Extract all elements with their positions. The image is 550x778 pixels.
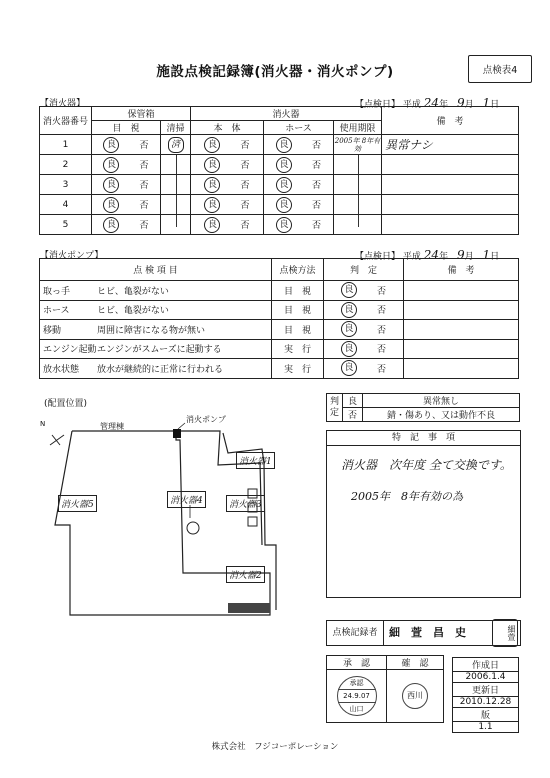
square-marker — [248, 517, 257, 526]
date-day: 1 — [482, 96, 491, 110]
good-circled: 良 — [341, 282, 357, 298]
judge-cell — [191, 155, 264, 175]
continue-line — [358, 195, 359, 214]
item-name: 取っ手 — [43, 286, 71, 297]
col-box-header: 保管箱 — [92, 107, 191, 121]
remarks-cell — [404, 320, 519, 340]
table-row — [40, 359, 519, 379]
pump-table — [39, 258, 519, 379]
good-circled: 良 — [341, 302, 357, 318]
date-day: 1 — [482, 248, 491, 262]
date-month: 9 — [456, 96, 465, 110]
bad-label: 否 — [376, 345, 386, 356]
legend-bad-desc: 錆・傷あり、又は動作不良 — [363, 408, 520, 422]
good-circled: 良 — [103, 157, 119, 173]
period-cell — [334, 135, 382, 155]
item-cell — [40, 300, 272, 320]
stamp-top: 承認 — [349, 679, 364, 687]
item-cell — [40, 281, 272, 301]
judge-cell — [264, 155, 334, 175]
good-circled: 良 — [276, 177, 292, 193]
clean-cell — [161, 155, 191, 175]
good-circled: 良 — [341, 321, 357, 337]
bad-label: 否 — [311, 181, 321, 191]
recorder-seal: 細萱 — [492, 619, 518, 647]
bad-label: 否 — [376, 325, 386, 336]
judge-cell — [191, 175, 264, 195]
bad-label: 否 — [139, 201, 149, 211]
remarks-cell — [404, 359, 519, 379]
clean-cell — [161, 215, 191, 235]
recorder-box — [326, 620, 521, 646]
row-number: 3 — [40, 175, 92, 195]
pump-label: 消火ポンプ — [186, 415, 226, 424]
notes-title: 特 記 事 項 — [327, 431, 520, 446]
date-era: 平成 — [402, 100, 421, 110]
table-row — [40, 215, 519, 235]
remarks-cell — [382, 175, 519, 195]
method-cell: 実 行 — [272, 339, 324, 359]
judge-cell — [324, 300, 404, 320]
continue-line — [176, 175, 177, 194]
legend-judge-top: 判 — [329, 396, 339, 407]
clean-cell — [161, 135, 191, 155]
col-items-header: 点 検 項 目 — [40, 259, 272, 281]
table-row — [40, 135, 519, 155]
judge-cell — [264, 195, 334, 215]
good-circled: 良 — [204, 177, 220, 193]
bad-label: 否 — [240, 201, 250, 211]
building-label: 管理棟 — [100, 422, 124, 431]
bad-label: 否 — [139, 141, 149, 151]
form-number: 点検表4 — [482, 65, 518, 76]
extinguisher-table — [39, 106, 519, 235]
remarks-cell — [404, 339, 519, 359]
bad-label: 否 — [240, 181, 250, 191]
north-arrow-icon — [50, 435, 64, 445]
good-circled: 良 — [341, 360, 357, 376]
north-label: N — [40, 420, 46, 428]
table-row — [40, 195, 519, 215]
approve-stamp-cell — [327, 670, 387, 723]
legend-table — [326, 393, 520, 422]
bad-label: 否 — [376, 286, 386, 297]
continue-line — [176, 215, 177, 227]
recorder-name: 細 萱 昌 史 — [389, 626, 466, 639]
good-circled: 良 — [276, 137, 292, 153]
bad-label: 否 — [376, 364, 386, 375]
judge-cell — [191, 135, 264, 155]
recorder-label: 点検記録者 — [327, 621, 384, 645]
judge-cell — [92, 175, 161, 195]
good-circled: 良 — [276, 157, 292, 173]
circle-marker — [187, 522, 199, 534]
version: 1.1 — [453, 722, 519, 733]
legend-good-desc: 異常無し — [363, 394, 520, 408]
remarks-cell — [382, 195, 519, 215]
table-row — [40, 175, 519, 195]
continue-line — [358, 175, 359, 194]
date-month-suffix: 月 — [464, 100, 474, 110]
date-month: 9 — [456, 248, 465, 262]
date-month-suffix: 月 — [464, 252, 474, 262]
meta-table — [452, 657, 519, 733]
judge-cell — [264, 175, 334, 195]
col-number-header: 消火器番号 — [40, 107, 92, 135]
item-detail: 周囲に障害になる物が無い — [97, 325, 206, 336]
table-row — [40, 155, 519, 175]
judge-cell — [324, 320, 404, 340]
judge-cell — [264, 215, 334, 235]
date-label: 【点検日】 — [355, 252, 401, 262]
judge-cell — [92, 135, 161, 155]
method-cell: 目 視 — [272, 320, 324, 340]
created-label: 作成日 — [453, 658, 519, 672]
remarks-cell — [382, 135, 519, 155]
good-circled: 良 — [103, 177, 119, 193]
judge-cell — [264, 135, 334, 155]
confirm-stamp-cell — [387, 670, 444, 723]
date-year-suffix: 年 — [439, 100, 449, 110]
ext5-label: 消火器5 — [58, 495, 97, 512]
continue-line — [358, 155, 359, 174]
clean-cell — [161, 195, 191, 215]
good-circled: 良 — [103, 137, 119, 153]
item-detail: 放水が継続的に正常に行われる — [97, 364, 224, 375]
stamp-date: 24.9.07 — [338, 689, 376, 703]
bad-label: 否 — [139, 221, 149, 231]
version-label: 版 — [453, 708, 519, 722]
table-row — [40, 320, 519, 340]
notes-line2: 2005年 8年有効の為 — [351, 490, 463, 503]
col-hose-header: ホース — [264, 121, 334, 135]
approve-stamp — [337, 676, 377, 716]
col-remarks-header: 備 考 — [382, 107, 519, 135]
item-cell — [40, 320, 272, 340]
method-cell: 目 視 — [272, 300, 324, 320]
bad-label: 否 — [240, 141, 250, 151]
item-detail: エンジンがスムーズに起動する — [97, 345, 222, 356]
judge-cell — [324, 281, 404, 301]
item-cell — [40, 339, 272, 359]
bad-label: 否 — [311, 141, 321, 151]
layout-label: (配置位置) — [44, 399, 88, 409]
continue-line — [176, 195, 177, 214]
judge-cell — [92, 215, 161, 235]
legend-judge-bottom: 定 — [329, 407, 339, 418]
good-circled: 良 — [276, 217, 292, 233]
period-cell — [334, 195, 382, 215]
good-circled: 良 — [204, 157, 220, 173]
remarks-note: 異常ナシ — [385, 138, 433, 152]
method-cell: 目 視 — [272, 281, 324, 301]
form-number-box — [468, 55, 532, 83]
pump-section-label: 【消火ポンプ】 — [40, 251, 104, 261]
updated-date: 2010.12.28 — [453, 697, 519, 708]
bad-label: 否 — [240, 161, 250, 171]
good-circled: 良 — [276, 197, 292, 213]
remarks-cell — [382, 155, 519, 175]
bad-label: 否 — [240, 221, 250, 231]
pump-leader — [178, 423, 185, 429]
col-period-header: 使用期限 — [334, 121, 382, 135]
bad-label: 否 — [139, 181, 149, 191]
item-detail: ヒビ、亀裂がない — [97, 286, 169, 297]
good-circled: 良 — [103, 217, 119, 233]
page-title: 施設点検記録簿(消火器・消火ポンプ) — [156, 64, 394, 80]
confirm-seal: 西川 — [402, 683, 428, 709]
bad-label: 否 — [311, 161, 321, 171]
col-clean-header: 清掃 — [161, 121, 191, 135]
legend-judge — [327, 394, 343, 422]
good-circled: 良 — [204, 217, 220, 233]
item-name: エンジン起動 — [43, 345, 97, 356]
bad-label: 否 — [311, 221, 321, 231]
road-inner — [178, 431, 262, 545]
notes-line1: 消火器 次年度 全て交換です。 — [341, 458, 512, 472]
footer-company: 株式会社 フジコーポレーション — [211, 742, 339, 752]
bad-label: 否 — [311, 201, 321, 211]
good-circled: 良 — [341, 341, 357, 357]
remarks-cell — [382, 215, 519, 235]
date-year: 24 — [423, 96, 440, 110]
approve-header: 承 認 — [327, 656, 387, 670]
extinguisher-section-label: 【消火器】 — [40, 99, 86, 109]
item-cell — [40, 359, 272, 379]
layout-map — [40, 405, 325, 620]
row-number: 5 — [40, 215, 92, 235]
ext2-label: 消火器2 — [226, 566, 265, 583]
item-name: 放水状態 — [43, 364, 80, 375]
date-year-suffix: 年 — [439, 252, 449, 262]
good-circled: 良 — [204, 197, 220, 213]
judge-cell — [324, 359, 404, 379]
date-day-suffix: 日 — [490, 100, 500, 110]
table-row — [40, 339, 519, 359]
continue-line — [358, 215, 359, 227]
col-remarks-header: 備 考 — [404, 259, 519, 281]
date-era: 平成 — [402, 252, 421, 262]
col-visual-header: 目 視 — [92, 121, 161, 135]
judge-cell — [191, 215, 264, 235]
created-date: 2006.1.4 — [453, 672, 519, 683]
period-cell — [334, 155, 382, 175]
row-number: 2 — [40, 155, 92, 175]
row-number: 1 — [40, 135, 92, 155]
cleaned-mark: 済 — [168, 137, 184, 153]
period-cell — [334, 215, 382, 235]
col-judge-header: 判 定 — [324, 259, 404, 281]
ext1-label: 消火器1 — [236, 452, 275, 469]
date-year: 24 — [423, 248, 440, 262]
judge-cell — [191, 195, 264, 215]
updated-label: 更新日 — [453, 683, 519, 697]
period-cell — [334, 175, 382, 195]
approval-table — [326, 655, 444, 723]
stamp-name: 山口 — [349, 705, 364, 713]
item-detail: ヒビ、亀裂がない — [97, 306, 169, 317]
item-name: ホース — [43, 306, 70, 317]
col-ext-header: 消火器 — [191, 107, 382, 121]
table-row — [40, 300, 519, 320]
judge-cell — [92, 195, 161, 215]
bad-label: 否 — [376, 306, 386, 317]
good-circled: 良 — [103, 197, 119, 213]
notes-box — [326, 430, 521, 598]
col-method-header: 点検方法 — [272, 259, 324, 281]
clean-cell — [161, 175, 191, 195]
date-label: 【点検日】 — [355, 100, 401, 110]
legend-bad: 否 — [343, 408, 363, 422]
row-number: 4 — [40, 195, 92, 215]
pump-marker — [173, 429, 181, 438]
good-circled: 良 — [204, 137, 220, 153]
date-day-suffix: 日 — [490, 252, 500, 262]
bad-label: 否 — [139, 161, 149, 171]
ext4-label: 消火器4 — [167, 491, 206, 508]
continue-line — [176, 155, 177, 174]
confirm-header: 確 認 — [387, 656, 444, 670]
col-body-header: 本 体 — [191, 121, 264, 135]
item-name: 移動 — [43, 325, 62, 336]
hatched-area — [228, 603, 270, 613]
period-note: 2005年 8年有効 — [334, 136, 381, 153]
north-arrow-cross-icon — [52, 435, 60, 445]
judge-cell — [92, 155, 161, 175]
remarks-cell — [404, 281, 519, 301]
table-row — [40, 281, 519, 301]
remarks-cell — [404, 300, 519, 320]
ext3-label: 消火器3 — [226, 495, 265, 512]
method-cell: 実 行 — [272, 359, 324, 379]
judge-cell — [324, 339, 404, 359]
legend-good: 良 — [343, 394, 363, 408]
